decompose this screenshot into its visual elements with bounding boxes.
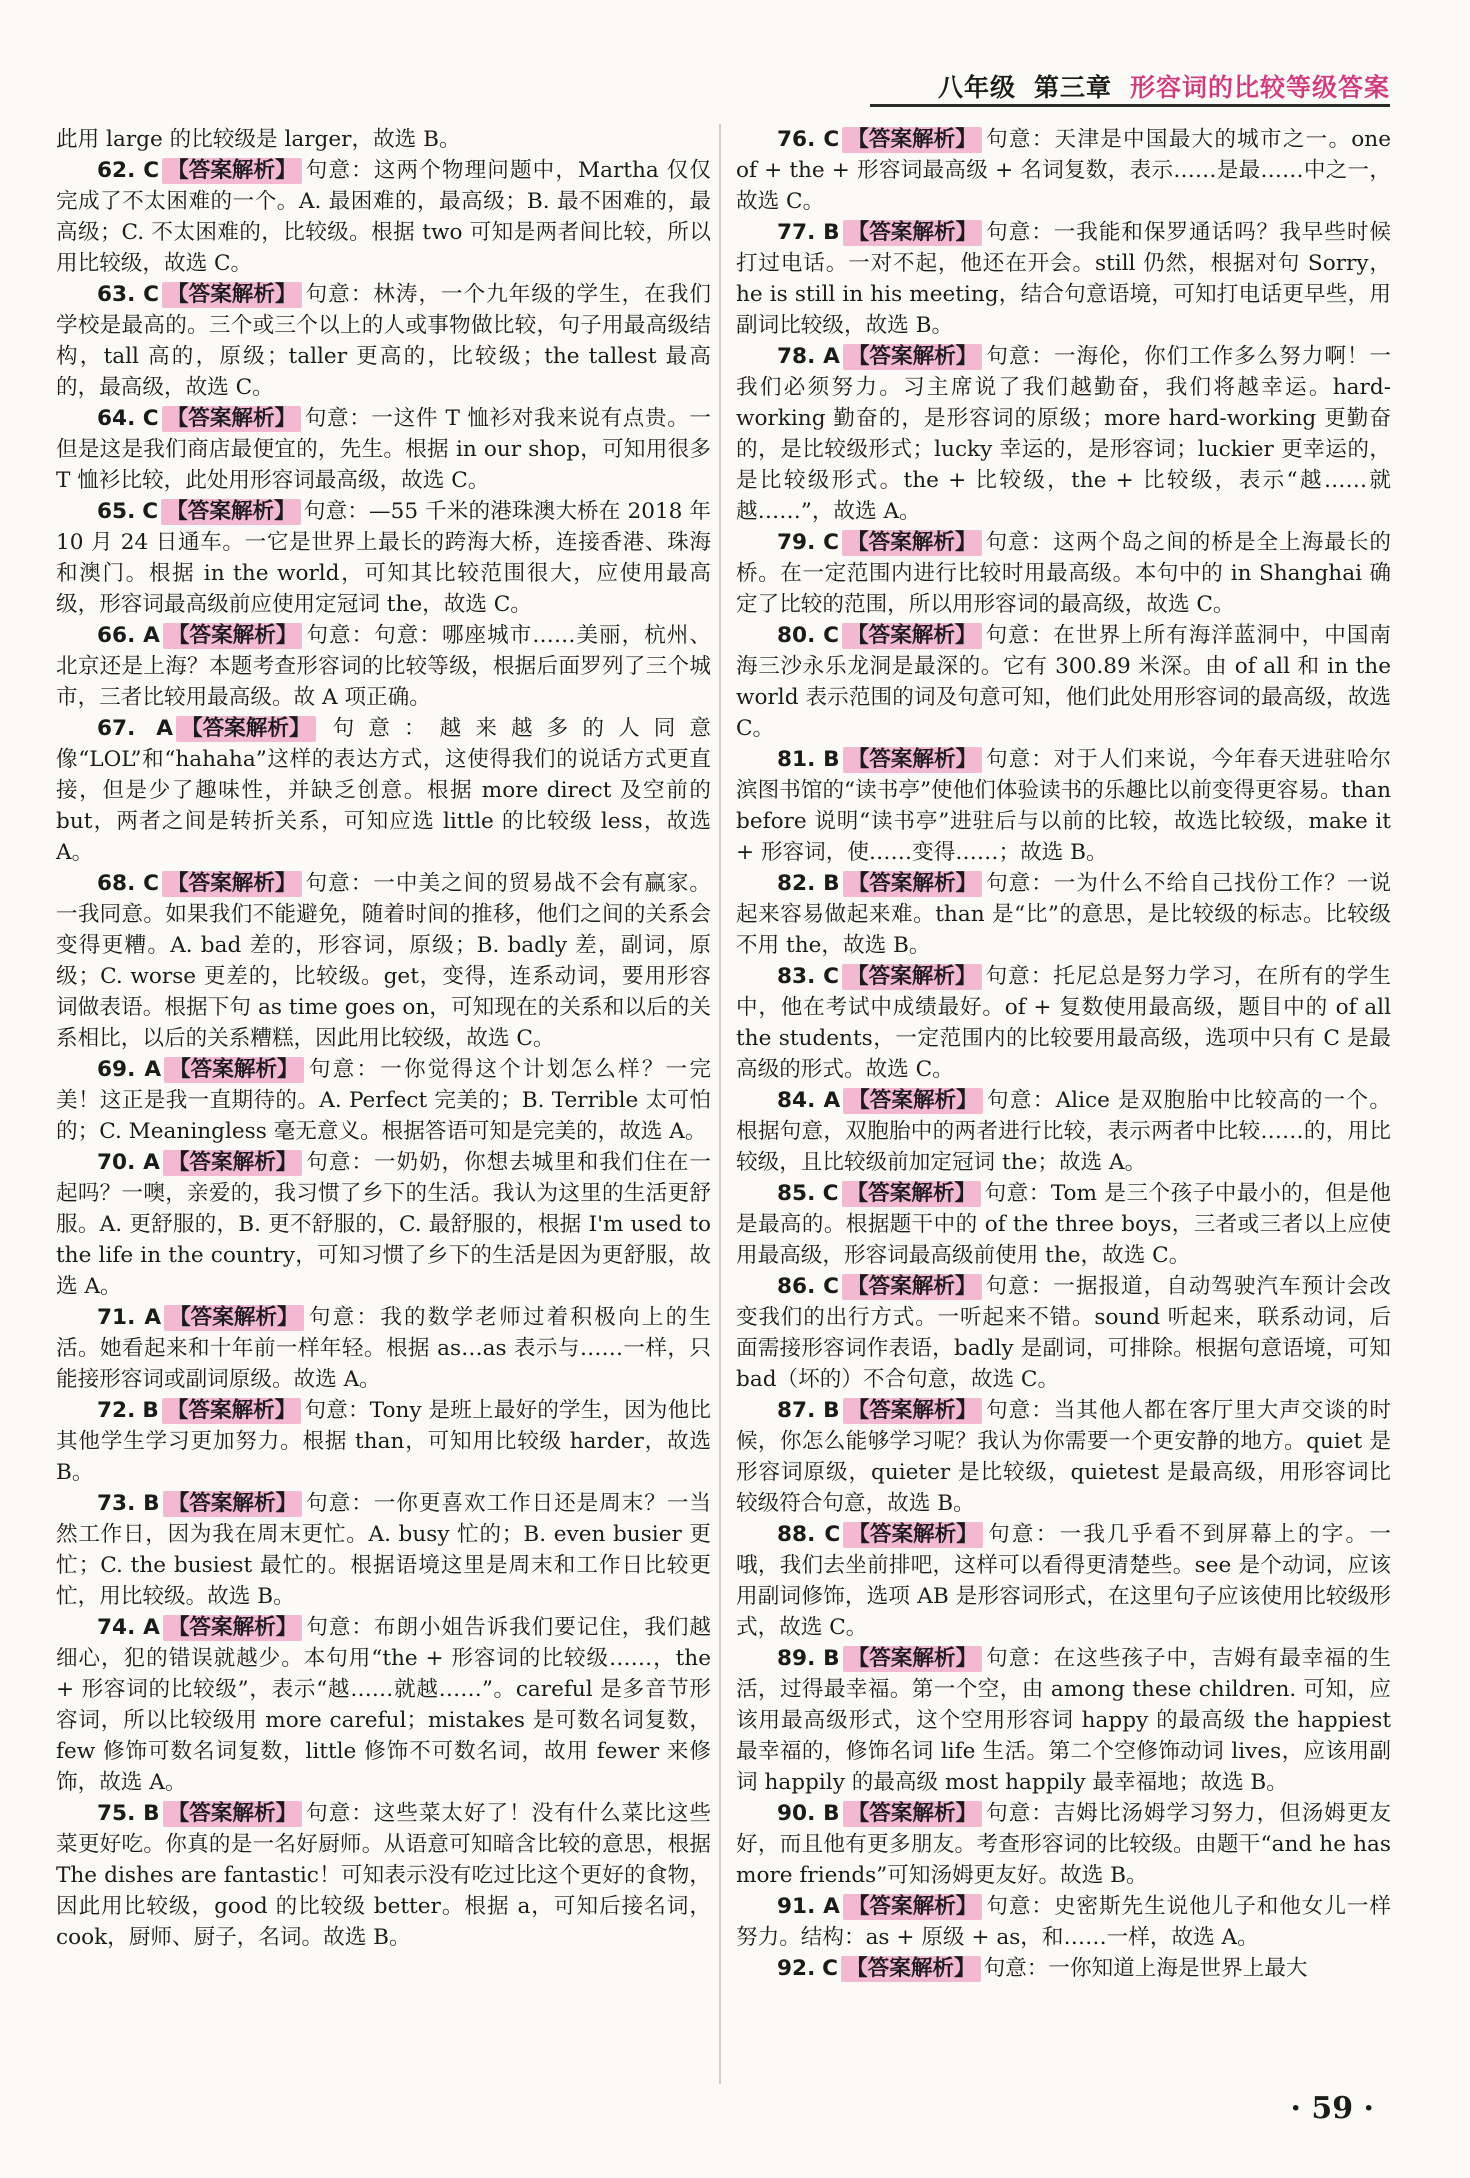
answer-item	[736, 217, 1391, 341]
header-grade: 八年级	[937, 73, 1016, 102]
question-number: 90.	[777, 1801, 816, 1826]
question-number: 69.	[97, 1057, 136, 1082]
answer-item	[56, 1054, 711, 1147]
answer-text: 句意：布朗小姐告诉我们要记住，我们越细心，犯的错误就越少。本句用“the + 形容词的比较级……，the + 形容词的比较级”，表示“越……就越……”。careful 是多音节形容词，所以比较级用 more careful；mistakes 是可数名词复数，few 修饰可数名词复数，little 修饰不可数名词，故用 fewer 来修饰，故选 A。	[56, 1615, 711, 1795]
question-number: 84.	[777, 1088, 816, 1113]
answer-letter: C	[143, 871, 160, 896]
answer-analysis-tag: 【答案解析】	[163, 1491, 303, 1517]
answer-letter: B	[143, 1491, 160, 1516]
answer-item	[736, 1891, 1391, 1953]
answer-letter: B	[823, 871, 840, 896]
answer-item	[736, 1178, 1391, 1271]
answer-letter: C	[822, 1956, 839, 1981]
answer-analysis-tag: 【答案解析】	[162, 1398, 302, 1424]
answer-item	[56, 403, 711, 496]
question-number: 71.	[97, 1305, 136, 1330]
answer-text: 句意：这两个岛之间的桥是全上海最长的桥。在一定范围内进行比较时用最高级。本句中的 in Shanghai 确定了比较的范围，所以用形容词的最高级，故选 C。	[736, 530, 1391, 617]
question-number: 65.	[97, 499, 136, 524]
header-chapter: 第三章	[1033, 73, 1112, 102]
question-number: 64.	[97, 406, 136, 431]
answer-letter: A	[823, 344, 840, 369]
page-header	[938, 68, 1390, 104]
answer-text: 句意：一海伦，你们工作多么努力啊！一我们必须努力。习主席说了我们越勤奋，我们将越幸运。hard-working 勤奋的，是形容词的原级；more hard-working 更勤奋的，是比较级形式；lucky 幸运的，是形容词；luckier 更幸运的，是比较级形式。the + 比较级，the + 比较级，表示“越……就越……”，故选 A。	[736, 344, 1391, 524]
answer-text: 句意：天津是中国最大的城市之一。one of + the + 形容词最高级 + 名词复数，表示……是最……中之一，故选 C。	[736, 127, 1391, 214]
answer-letter: C	[143, 158, 160, 183]
answer-item	[56, 713, 711, 868]
answer-item	[736, 1953, 1391, 1984]
answer-text: 句意：吉姆比汤姆学习努力，但汤姆更友好，而且他有更多朋友。考查形容词的比较级。由题干“and he has more friends”可知汤姆更友好。故选 B。	[736, 1801, 1391, 1888]
right-column	[736, 124, 1391, 1984]
question-number: 88.	[777, 1522, 816, 1547]
answer-item	[736, 744, 1391, 868]
answer-text: 句意：一你知道上海是世界上最大	[983, 1956, 1308, 1981]
question-number: 81.	[777, 747, 816, 772]
question-number: 63.	[97, 282, 136, 307]
answer-item	[56, 620, 711, 713]
answer-analysis-tag: 【答案解析】	[176, 716, 316, 742]
answer-text: 句意：一据报道，自动驾驶汽车预计会改变我们的出行方式。一听起来不错。sound 听起来，联系动词，后面需接形容词作表语，badly 是副词，可排除。根据句意语境，可知 bad（坏的）不合句意，故选 C。	[736, 1274, 1391, 1392]
answer-item	[56, 124, 711, 155]
answer-item	[736, 868, 1391, 961]
question-number: 89.	[777, 1646, 816, 1671]
question-number: 75.	[97, 1801, 136, 1826]
page-number: · 59 ·	[1290, 2091, 1374, 2126]
question-number: 62.	[97, 158, 136, 183]
question-number: 78.	[777, 344, 816, 369]
answer-analysis-tag: 【答案解析】	[842, 1181, 982, 1207]
answer-letter: C	[823, 964, 840, 989]
answer-letter: C	[823, 530, 840, 555]
answer-letter: A	[823, 1088, 841, 1113]
answer-item	[736, 620, 1391, 744]
answer-item	[56, 1798, 711, 1953]
answer-item	[56, 868, 711, 1054]
answer-text: 句意：一我能和保罗通话吗？我早些时候打过电话。一对不起，他还在开会。still 仍然，根据对句 Sorry，he is still in his meeting，结合句意语境，可知打电话更早些，用副词比较级，故选 B。	[736, 220, 1391, 338]
answer-text: 句意：Tony 是班上最好的学生，因为他比其他学生学习更加努力。根据 than，可知用比较级 harder，故选 B。	[56, 1398, 711, 1485]
answer-analysis-tag: 【答案解析】	[164, 1057, 304, 1083]
answer-text: 句意：Alice 是双胞胎中比较高的一个。根据句意，双胞胎中的两者进行比较，表示两者中比较……的，用比较级，且比较级前加定冠词 the；故选 A。	[736, 1088, 1391, 1175]
question-number: 80.	[777, 623, 816, 648]
question-number: 72.	[97, 1398, 136, 1423]
answer-analysis-tag: 【答案解析】	[843, 220, 983, 246]
answer-text: 句意：一我几乎看不到屏幕上的字。一哦，我们去坐前排吧，这样可以看得更清楚些。see 是个动词，应该用副词修饰，选项 AB 是形容词形式，在这里句子应该使用比较级形式，故选 C。	[736, 1522, 1391, 1640]
answer-item	[56, 1395, 711, 1488]
question-number: 87.	[777, 1398, 816, 1423]
answer-text: 句意：在世界上所有海洋蓝洞中，中国南海三沙永乐龙洞是最深的。它有 300.89 米深。由 of all 和 in the world 表示范围的词及句意可知，他们此处用形容词的最高级，故选 C。	[736, 623, 1391, 741]
answer-text: 句意：一这件 T 恤衫对我来说有点贵。一但是这是我们商店最便宜的，先生。根据 in our shop，可知用很多 T 恤衫比较，此处用形容词最高级，故选 C。	[56, 406, 711, 493]
answer-text: 句意：对于人们来说，今年春天进驻哈尔滨图书馆的“读书亭”使他们体验读书的乐趣比以前变得更容易。than before 说明“读书亭”进驻后与以前的比较，故选比较级，make it + 形容词，使……变得……；故选 B。	[736, 747, 1391, 865]
answer-analysis-tag: 【答案解析】	[162, 871, 302, 897]
answer-text: 句意：一你更喜欢工作日还是周末？一当然工作日，因为我在周末更忙。A. busy 忙的；B. even busier 更忙；C. the busiest 最忙的。根据语境这里是周末和工作日比较更忙，用比较级。故选 B。	[56, 1491, 711, 1609]
answer-item	[56, 1302, 711, 1395]
answer-text: 句意：我的数学老师过着积极向上的生活。她看起来和十年前一样年轻。根据 as…as 表示与……一样，只能接形容词或副词原级。故选 A。	[56, 1305, 711, 1392]
answer-analysis-tag: 【答案解析】	[162, 406, 302, 432]
question-number: 91.	[777, 1894, 816, 1919]
header-title: 形容词的比较等级答案	[1129, 73, 1390, 102]
answer-text: 句意：越来越多的人同意像“LOL”和“hahaha”这样的表达方式，这使得我们的说话方式更直接，但是少了趣味性，并缺乏创意。根据 more direct 及空前的 but，两者之间是转折关系，可知应选 little 的比较级 less，故选 A。	[56, 716, 711, 865]
answer-letter: A	[144, 1305, 162, 1330]
answer-item	[56, 1488, 711, 1612]
answer-letter: B	[823, 1646, 840, 1671]
column-divider	[719, 124, 721, 2084]
answer-text: 句意：这两个物理问题中，Martha 仅仅完成了不太困难的一个。A. 最困难的，最高级；B. 最不困难的，最高级；C. 不太困难的，比较级。根据 two 可知是两者间比较，所以用比较级，故选 C。	[56, 158, 711, 276]
header-rule	[870, 104, 1390, 107]
answer-analysis-tag: 【答案解析】	[842, 127, 982, 153]
answer-analysis-tag: 【答案解析】	[842, 1274, 982, 1300]
answer-text: 句意：一为什么不给自己找份工作？一说起来容易做起来难。than 是“比”的意思，是比较级的标志。比较级不用 the，故选 B。	[736, 871, 1391, 958]
answer-letter: A	[156, 716, 173, 741]
question-number: 68.	[97, 871, 136, 896]
answer-letter: C	[823, 623, 840, 648]
answer-analysis-tag: 【答案解析】	[163, 1801, 303, 1827]
answer-item	[736, 1798, 1391, 1891]
answer-analysis-tag: 【答案解析】	[842, 623, 982, 649]
answer-letter: B	[142, 1398, 159, 1423]
question-number: 92.	[777, 1956, 816, 1981]
answer-letter: A	[823, 1894, 840, 1919]
answer-analysis-tag: 【答案解析】	[843, 344, 983, 370]
answer-letter: C	[142, 499, 159, 524]
answer-item	[56, 1147, 711, 1302]
answer-item	[56, 1612, 711, 1798]
answer-text: 句意：一你觉得这个计划怎么样？一完美！这正是我一直期待的。A. Perfect 完美的；B. Terrible 太可怕的；C. Meaningless 毫无意义。根据答语可知是完美的，故选 A。	[56, 1057, 711, 1144]
answer-item	[736, 341, 1391, 527]
answer-item	[56, 496, 711, 620]
answer-analysis-tag: 【答案解析】	[162, 158, 302, 184]
answer-analysis-tag: 【答案解析】	[842, 530, 982, 556]
question-number: 66.	[97, 623, 136, 648]
left-column	[56, 124, 711, 1953]
question-number: 86.	[777, 1274, 816, 1299]
answer-letter: B	[823, 220, 840, 245]
answer-item	[56, 155, 711, 279]
question-number: 67.	[97, 716, 136, 741]
answer-text: 句意：当其他人都在客厅里大声交谈的时候，你怎么能够学习呢？我认为你需要一个更安静的地方。quiet 是形容词原级，quieter 是比较级，quietest 是最高级，用形容词比较级符合句意，故选 B。	[736, 1398, 1391, 1516]
answer-letter: A	[144, 1057, 162, 1082]
question-number: 73.	[97, 1491, 136, 1516]
question-number: 74.	[97, 1615, 136, 1640]
answer-text: 句意：句意：哪座城市……美丽，杭州、北京还是上海？本题考查形容词的比较等级，根据后面罗列了三个城市，三者比较用最高级。故 A 项正确。	[56, 623, 711, 710]
answer-analysis-tag: 【答案解析】	[843, 1646, 983, 1672]
answer-letter: A	[143, 623, 160, 648]
answer-analysis-tag: 【答案解析】	[843, 871, 983, 897]
answer-item	[736, 1643, 1391, 1798]
answer-analysis-tag: 【答案解析】	[843, 1801, 983, 1827]
answer-letter: B	[823, 1801, 840, 1826]
question-number: 85.	[777, 1181, 816, 1206]
answer-analysis-tag: 【答案解析】	[164, 1305, 304, 1331]
answer-text: 句意：—55 千米的港珠澳大桥在 2018 年 10 月 24 日通车。一它是世界上最长的跨海大桥，连接香港、珠海和澳门。根据 in the world，可知其比较范围很大，应使用最高级，形容词最高级前应使用定冠词 the，故选 C。	[56, 499, 711, 617]
answer-text: 句意：在这些孩子中，吉姆有最幸福的生活，过得最幸福。第一个空，由 among these children. 可知，应该用最高级形式，这个空用形容词 happy 的最高级 the happiest 最幸福的，修饰名词 life 生活。第二个空修饰动词 lives，应该用副词 happily 的最高级 most happily 最幸福地；故选 B。	[736, 1646, 1391, 1795]
answer-item	[736, 1085, 1391, 1178]
answer-letter: A	[143, 1150, 160, 1175]
answer-text: 句意：Tom 是三个孩子中最小的，但是他是最高的。根据题干中的 of the three boys，三者或三者以上应使用最高级，形容词最高级前使用 the，故选 C。	[736, 1181, 1391, 1268]
answer-item	[736, 527, 1391, 620]
answer-text: 句意：林涛，一个九年级的学生，在我们学校是最高的。三个或三个以上的人或事物做比较，句子用最高级结构，tall 高的，原级；taller 更高的，比较级；the tallest 最高的，最高级，故选 C。	[56, 282, 711, 400]
answer-text: 句意：一中美之间的贸易战不会有赢家。一我同意。如果我们不能避免，随着时间的推移，他们之间的关系会变得更糟。A. bad 差的，形容词，原级；B. badly 差，副词，原级；C. worse 更差的，比较级。get，变得，连系动词，要用形容词做表语。根据下句 as time goes on，可知现在的关系和以后的关系相比，以后的关系糟糕，因此用比较级，故选 C。	[56, 871, 711, 1051]
answer-text: 此用 large 的比较级是 larger，故选 B。	[56, 127, 461, 152]
answer-analysis-tag: 【答案解析】	[842, 964, 982, 990]
answer-item	[736, 1271, 1391, 1395]
answer-analysis-tag: 【答案解析】	[163, 1150, 303, 1176]
question-number: 70.	[97, 1150, 136, 1175]
answer-letter: C	[823, 1274, 840, 1299]
answer-item	[736, 961, 1391, 1085]
answer-text: 句意：史密斯先生说他儿子和他女儿一样努力。结构：as + 原级 + as，和……一样，故选 A。	[736, 1894, 1391, 1950]
question-number: 79.	[777, 530, 816, 555]
answer-analysis-tag: 【答案解析】	[841, 1956, 981, 1982]
answer-text: 句意：这些菜太好了！没有什么菜比这些菜更好吃。你真的是一名好厨师。从语意可知暗含比较的意思，根据 The dishes are fantastic！可知表示没有吃过比这个更好的食物，因此用比较级，good 的比较级 better。根据 a，可知后接名词，cook，厨师、厨子，名词。故选 B。	[56, 1801, 711, 1950]
answer-letter: C	[142, 406, 159, 431]
question-number: 76.	[777, 127, 816, 152]
question-number: 83.	[777, 964, 816, 989]
answer-item	[736, 1519, 1391, 1643]
question-number: 82.	[777, 871, 816, 896]
answer-letter: B	[823, 1398, 840, 1423]
answer-analysis-tag: 【答案解析】	[843, 1398, 983, 1424]
answer-analysis-tag: 【答案解析】	[843, 1088, 983, 1114]
answer-analysis-tag: 【答案解析】	[843, 1894, 983, 1920]
answer-letter: A	[143, 1615, 160, 1640]
answer-letter: C	[822, 1181, 839, 1206]
answer-analysis-tag: 【答案解析】	[843, 1522, 983, 1548]
answer-analysis-tag: 【答案解析】	[163, 623, 303, 649]
answer-item	[736, 1395, 1391, 1519]
answer-text: 句意：一奶奶，你想去城里和我们住在一起吗？一噢，亲爱的，我习惯了乡下的生活。我认为这里的生活更舒服。A. 更舒服的，B. 更不舒服的，C. 最舒服的，根据 I'm used to the life in the country，可知习惯了乡下的生活是因为更舒服，故选 A。	[56, 1150, 711, 1299]
question-number: 77.	[777, 220, 816, 245]
answer-letter: C	[143, 282, 160, 307]
answer-text: 句意：托尼总是努力学习，在所有的学生中，他在考试中成绩最好。of + 复数使用最高级，题目中的 of all the students，一定范围内的比较要用最高级，选项中只有 C 是最高级的形式。故选 C。	[736, 964, 1391, 1082]
answer-letter: C	[824, 1522, 841, 1547]
answer-letter: B	[143, 1801, 160, 1826]
answer-analysis-tag: 【答案解析】	[843, 747, 983, 773]
answer-item	[56, 279, 711, 403]
answer-letter: C	[823, 127, 840, 152]
answer-analysis-tag: 【答案解析】	[161, 499, 301, 525]
answer-analysis-tag: 【答案解析】	[163, 1615, 303, 1641]
answer-item	[736, 124, 1391, 217]
answer-letter: B	[823, 747, 840, 772]
answer-analysis-tag: 【答案解析】	[162, 282, 302, 308]
